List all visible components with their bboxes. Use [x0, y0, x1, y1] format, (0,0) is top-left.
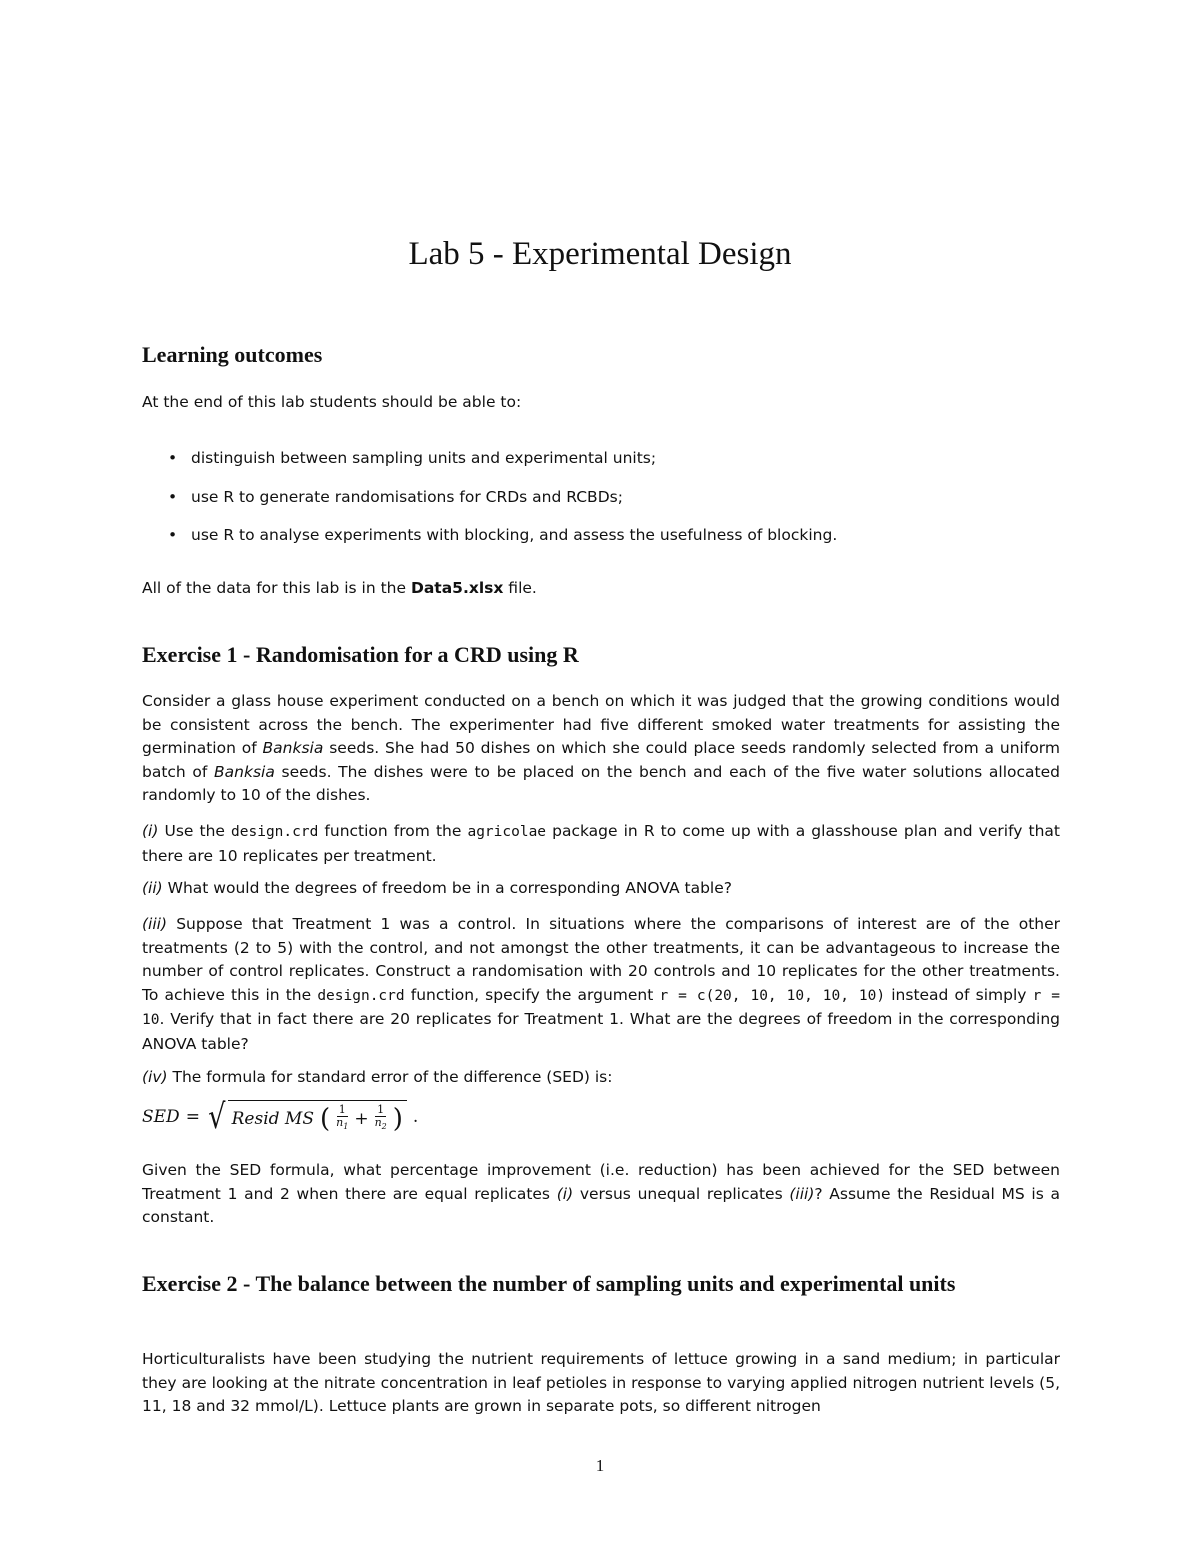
- exercise1-question-i-block: [142, 820, 1060, 868]
- learning-outcomes-list-block: [142, 447, 1060, 548]
- data-file-name: Data5.xlsx: [410, 579, 504, 597]
- exercise2-heading: Exercise 2 - The balance between the number of sampling units and experimental units: [142, 1271, 956, 1296]
- exercise1-heading: Exercise 1 - Randomisation for a CRD using R: [142, 642, 579, 667]
- sed-formula: SED = √ Resid MS ( $\frac{1}{n_1}$ + $\frac{1}{n_2}$ ) .: [142, 1097, 419, 1137]
- exercise2-heading-block: [142, 1270, 1060, 1297]
- exercise1-question-ii: (ii) What would the degrees of freedom be in a corresponding ANOVA table?: [142, 879, 732, 897]
- exercise1-intro-block: [142, 690, 1060, 808]
- data-note-block: [142, 577, 1060, 601]
- exercise2-text: Horticulturalists have been studying the nutrient requirements of lettuce growing in a sand medium; in particular they are looking at the nitrate concentration in leaf petioles in response to varying applied nitrogen nutrient levels (5, 11, 18 and 32 mmol/L). Lettuce plants are grown in separate pots, so different nitrogen: [142, 1350, 1060, 1415]
- formula-lhs: SED: [142, 1107, 180, 1127]
- radical-sign-icon: √: [208, 1097, 226, 1137]
- list-item: • use R to generate randomisations for CRDs and RCBDs;: [142, 486, 1060, 510]
- page-number: 1: [595, 1456, 605, 1475]
- code-design-crd: design.crd: [231, 824, 319, 840]
- exercise1-question-i: (i) Use the design.crd function from the agricolae package in R to come up with a glasshouse plan and verify that there are 10 replicates per treatment.: [142, 822, 1060, 865]
- exercise1-question-ii-block: [142, 877, 1060, 901]
- learning-outcomes-intro-block: [142, 391, 1060, 415]
- exercise1-question-iv-followup: Given the SED formula, what percentage improvement (i.e. reduction) has been achieved for the SED between Treatment 1 and 2 when there are equal replicates (i) versus unequal replicates (iii)? Assume the Residual MS is a constant.: [142, 1161, 1060, 1226]
- exercise1-question-iv-block: [142, 1066, 1060, 1090]
- learning-outcomes-heading: Learning outcomes: [142, 342, 323, 367]
- square-root: √ Resid MS ( $\frac{1}{n_1}$ + $\frac{1}{n_2}$ ): [206, 1100, 407, 1134]
- fraction-1-over-n2: $\frac{1}{n_2}$: [374, 1103, 387, 1132]
- exercise2-text-block: [142, 1348, 1060, 1419]
- exercise1-question-iv: (iv) The formula for standard error of the difference (SED) is:: [142, 1068, 613, 1086]
- document-title: Lab 5 - Experimental Design: [408, 236, 792, 273]
- learning-outcomes-section: [142, 341, 1060, 368]
- data-note: All of the data for this lab is in the Data5.xlsx file.: [142, 579, 537, 597]
- exercise1-question-iii: (iii) Suppose that Treatment 1 was a control. In situations where the comparisons of interest are of the other treatments (2 to 5) with the control, and not amongst the other treatments, it can be advantageous to increase the number of control replicates. Construct a randomisation with 20 controls and 10 replicates for the other treatments. To achieve this in the design.crd function, specify the argument r = c(20, 10, 10, 10, 10) instead of simply r = 10. Verify that in fact there are 20 replicates for Treatment 1. What are the degrees of freedom in the corresponding ANOVA table?: [142, 915, 1061, 1053]
- exercise1-intro: Consider a glass house experiment conducted on a bench on which it was judged that the growing conditions would be consistent across the bench. The experimenter had five different smoked water treatments for assisting the germination of Banksia seeds. She had 50 dishes on which she could place seeds randomly selected from a uniform batch of Banksia seeds. The dishes were to be placed on the bench and each of the five water solutions allocated randomly to 10 of the dishes.: [142, 692, 1061, 804]
- exercise1-question-iv-followup-block: [142, 1159, 1060, 1230]
- list-item: • use R to analyse experiments with blocking, and assess the usefulness of blocking.: [142, 524, 1060, 548]
- code-agricolae: agricolae: [467, 824, 547, 840]
- learning-outcomes-list: [142, 447, 1060, 548]
- list-item: • distinguish between sampling units and experimental units;: [142, 447, 1060, 471]
- exercise1-heading-block: [142, 641, 1060, 668]
- fraction-1-over-n1: $\frac{1}{n_1}$: [336, 1103, 349, 1132]
- exercise1-question-iii-block: [142, 913, 1060, 1056]
- learning-outcomes-intro: At the end of this lab students should be able to:: [142, 393, 522, 411]
